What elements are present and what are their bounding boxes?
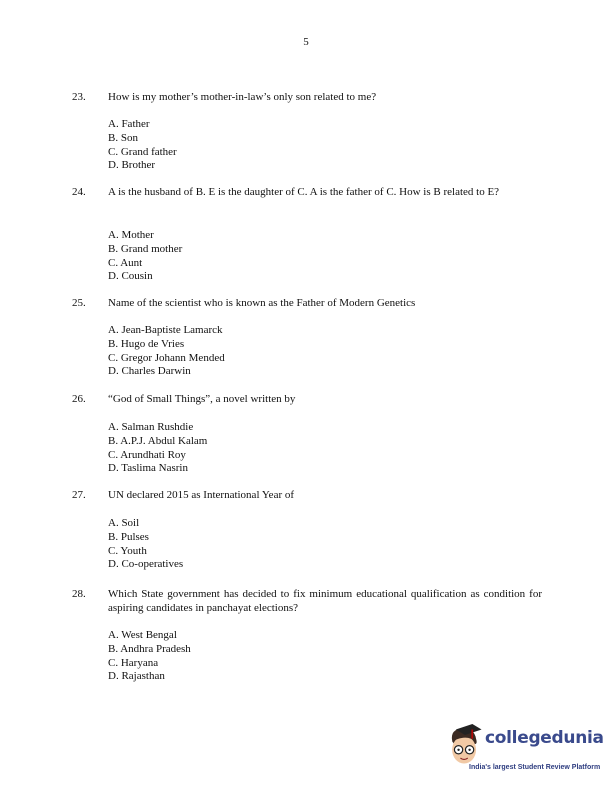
option: D. Co-operatives [108,558,184,571]
option: A. Soil [108,517,140,529]
question-28 [72,588,542,683]
options-list [108,517,183,572]
option: A. Salman Rushdie [108,421,194,433]
option: A. Father [108,118,150,130]
question-26 [72,393,542,475]
logo-tagline: India's largest Student Review Platform [469,764,601,771]
option: A. Mother [108,229,154,241]
options-list [108,229,182,284]
question-number: 25. [72,297,86,309]
option: D. Charles Darwin [108,365,191,378]
question-number: 24. [72,186,86,198]
logo-wordmark: collegedunia [485,728,604,748]
option: B. Son [108,131,138,144]
option: B. A.P.J. Abdul Kalam [108,434,208,447]
options-list [108,324,225,379]
question-27 [72,489,542,571]
option: C. Aunt [108,256,143,269]
option: D. Cousin [108,270,153,283]
collegedunia-logo [445,724,610,780]
option: A. Jean-Baptiste Lamarck [108,324,223,336]
question-number: 23. [72,91,86,103]
options-list [108,629,191,684]
question-number: 26. [72,393,86,405]
option: A. West Bengal [108,629,177,641]
option: D. Rajasthan [108,670,165,683]
question-number: 28. [72,588,86,600]
option: B. Grand mother [108,242,183,255]
options-list [108,118,177,173]
option: D. Taslima Nasrin [108,462,188,475]
question-text: UN declared 2015 as International Year of [108,489,295,501]
question-24 [72,186,542,283]
question-text: A is the husband of B. E is the daughter of C. A is the father of C. How is B related to E? [108,186,500,198]
option: C. Gregor Johann Mended [108,351,225,364]
option: C. Youth [108,544,147,557]
option: C. Grand father [108,145,177,158]
option: B. Andhra Pradesh [108,642,191,655]
question-25 [72,297,542,378]
page-number: 5 [303,36,309,48]
question-text: Which State government has decided to fix minimum educational qualification as condition for aspiring candidates in panchayat elections? [108,588,542,614]
option: D. Brother [108,159,156,172]
question-23 [72,91,542,172]
question-text: “God of Small Things”, a novel written by [108,393,296,405]
option: C. Haryana [108,656,159,669]
question-number: 27. [72,489,86,501]
option: C. Arundhati Roy [108,448,186,461]
options-list [108,421,207,476]
question-text: Name of the scientist who is known as the Father of Modern Genetics [108,297,416,309]
option: B. Hugo de Vries [108,337,185,350]
question-text: How is my mother’s mother-in-law’s only son related to me? [108,91,377,103]
option: B. Pulses [108,530,149,543]
